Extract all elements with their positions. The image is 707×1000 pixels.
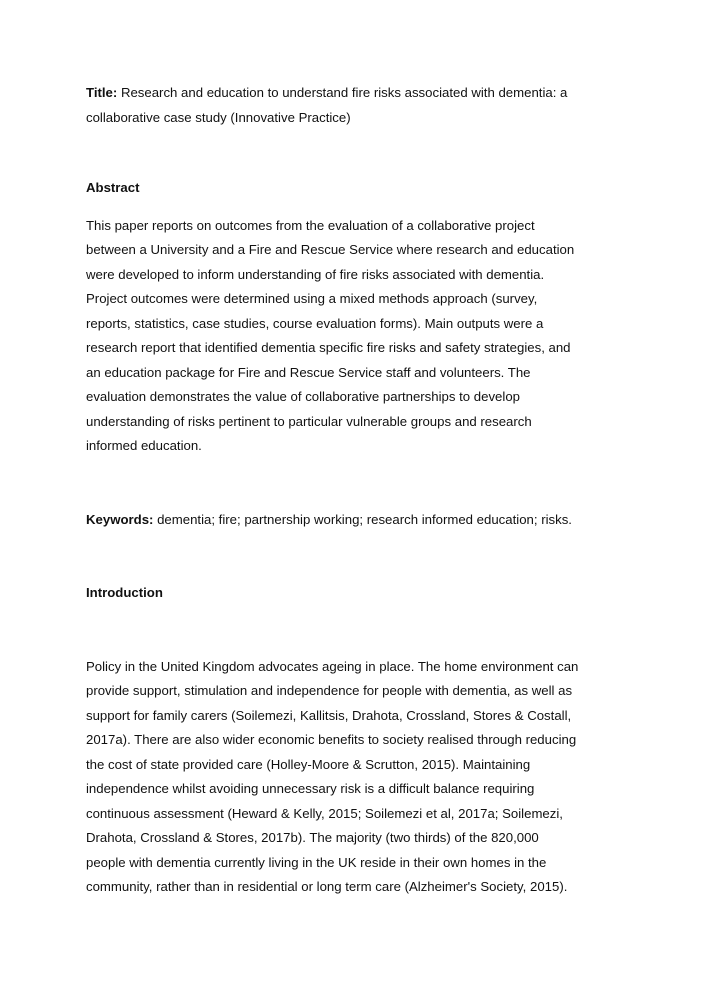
keywords-block [86, 508, 667, 533]
text-line: independence whilst avoiding unnecessary risk is a difficult balance requiring [86, 781, 535, 796]
text-line: Drahota, Crossland & Stores, 2017b). The majority (two thirds) of the 820,000 [86, 830, 539, 845]
title-label: Title: [86, 85, 118, 100]
page-content [86, 81, 667, 900]
abstract-heading: Abstract [86, 180, 140, 195]
text-line: This paper reports on outcomes from the evaluation of a collaborative project [86, 217, 535, 233]
title-block [86, 81, 667, 130]
text-line: understanding of risks pertinent to particular vulnerable groups and research [86, 413, 532, 429]
text-line: Policy in the United Kingdom advocates ageing in place. The home environment can [86, 658, 579, 674]
text-line: between a University and a Fire and Rescue Service where research and education [86, 242, 575, 257]
text-line: support for family carers (Soilemezi, Kallitsis, Drahota, Crossland, Stores & Costall, [86, 707, 572, 723]
text-line: reports, statistics, case studies, course evaluation forms). Main outputs were a [86, 315, 544, 331]
text-line: continuous assessment (Heward & Kelly, 2015; Soilemezi et al, 2017a; Soilemezi, [86, 805, 563, 821]
keywords-label: Keywords: [86, 511, 154, 527]
text-line: people with dementia currently living in the UK reside in their own homes in the [86, 854, 547, 870]
title-line-1 [86, 81, 667, 106]
text-line: evaluation demonstrates the value of collaborative partnerships to develop [86, 389, 520, 404]
text-line: the cost of state provided care (Holley-Moore & Scrutton, 2015). Maintaining [86, 756, 531, 772]
text-line: an education package for Fire and Rescue Service staff and volunteers. The [86, 364, 531, 380]
text-line: Project outcomes were determined using a mixed methods approach (survey, [86, 291, 538, 306]
text-line: provide support, stimulation and independence for people with dementia, as well as [86, 683, 573, 698]
abstract-paragraph [86, 214, 667, 459]
text-line: research report that identified dementia specific fire risks and safety strategies, and [86, 340, 571, 355]
title-line-2: collaborative case study (Innovative Practice) [86, 109, 351, 125]
text-line: informed education. [86, 438, 202, 453]
keywords-text: dementia; fire; partnership working; research informed education; risks. [157, 511, 572, 527]
title-text: Research and education to understand fire risks associated with dementia: a [120, 85, 568, 100]
text-line: were developed to inform understanding of fire risks associated with dementia. [86, 266, 545, 282]
text-line: community, rather than in residential or long term care (Alzheimer's Society, 2015). [86, 879, 568, 894]
introduction-heading: Introduction [86, 585, 163, 600]
text-line: 2017a). There are also wider economic benefits to society realised through reducing [86, 732, 577, 747]
introduction-paragraph [86, 655, 667, 900]
